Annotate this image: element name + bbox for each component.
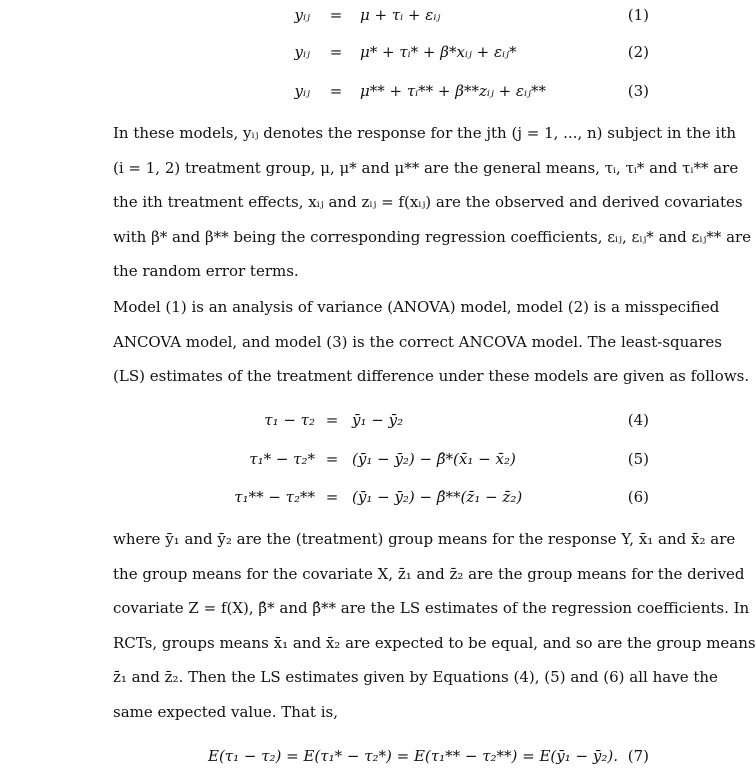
equation-number: (2) [627,43,649,61]
equation-rhs: ȳ₁ − ȳ₂ [352,411,404,429]
equation-number: (1) [627,6,649,24]
text-line: covariate Z = f(X), β̂* and β̂** are the LS estimates of the regression coefficients. In [113,599,750,618]
equation-number: (5) [627,450,649,468]
text-line: Model (1) is an analysis of variance (ANOVA) model, model (2) is a misspecified [113,298,720,316]
equation-rhs: μ** + τᵢ** + β**zᵢⱼ + εᵢⱼ** [360,82,546,100]
equation-2 [0,40,740,64]
equation-relation: = [325,450,339,468]
equation-relation: = [329,82,343,100]
text-line: z̄₁ and z̄₂. Then the LS estimates given by Equations (4), (5) and (6) all have the [113,668,718,687]
equation-rhs: (ȳ₁ − ȳ₂) − β̂**(z̄₁ − z̄₂) [352,488,523,506]
text-line: the ith treatment effects, xᵢⱼ and zᵢⱼ = f(xᵢⱼ) are the observed and derived covariates [113,193,743,212]
text-line: the group means for the covariate X, z̄₁ and z̄₂ are the group means for the derived [113,564,745,583]
equation-4 [0,408,740,432]
equation-1 [0,3,740,27]
equation-lhs: τ₁** − τ₂** [234,488,315,506]
equation-relation: = [325,411,339,429]
equation-rhs: μ* + τᵢ* + β*xᵢⱼ + εᵢⱼ* [360,43,517,61]
equation-lhs: τ₁* − τ₂* [249,450,315,468]
equation-5 [0,447,740,471]
equation-relation: = [325,488,339,506]
paragraph-model-types [113,290,750,394]
equation-6 [0,485,740,509]
equation-number: (6) [627,488,649,506]
equation-3 [0,79,740,103]
equation-lhs: yᵢⱼ [294,82,310,100]
equation-7 [0,744,740,768]
text-line: the random error terms. [113,262,299,281]
text-line: In these models, yᵢⱼ denotes the response for the jth (j = 1, ..., n) subject in the ith [113,124,737,142]
text-line: with β* and β** being the corresponding regression coefficients, εᵢⱼ, εᵢⱼ* and εᵢⱼ** are [113,227,752,246]
equation-lhs: yᵢⱼ [294,43,310,61]
equation-rhs: (ȳ₁ − ȳ₂) − β̂*(x̄₁ − x̄₂) [352,450,516,468]
equation-number: (3) [627,82,649,100]
paragraph-model-definitions [113,116,752,289]
text-line: (LS) estimates of the treatment difference under these models are given as follows. [113,367,750,386]
equation-expected-value: E(τ₁ − τ₂) = E(τ₁* − τ₂*) = E(τ₁** − τ₂**) = E(ȳ₁ − ȳ₂). [208,747,618,765]
text-line: RCTs, groups means x̄₁ and x̄₂ are expected to be equal, and so are the group means [113,633,756,652]
equation-number: (4) [627,411,649,429]
text-line: (i = 1, 2) treatment group, μ, μ* and μ** are the general means, τᵢ, τᵢ* and τᵢ** are [113,158,739,177]
equation-lhs: yᵢⱼ [294,6,310,24]
equation-lhs: τ₁ − τ₂ [264,411,315,429]
equation-relation: = [329,43,343,61]
text-line: same expected value. That is, [113,702,338,721]
text-line: where ȳ₁ and ȳ₂ are the (treatment) group means for the response Y, x̄₁ and x̄₂ are [113,530,736,548]
equation-rhs: μ + τᵢ + εᵢⱼ [360,6,441,24]
text-line: ANCOVA model, and model (3) is the correct ANCOVA model. The least-squares [113,332,723,351]
paragraph-group-means [113,522,756,730]
equation-relation: = [329,6,343,24]
equation-number: (7) [627,747,649,765]
